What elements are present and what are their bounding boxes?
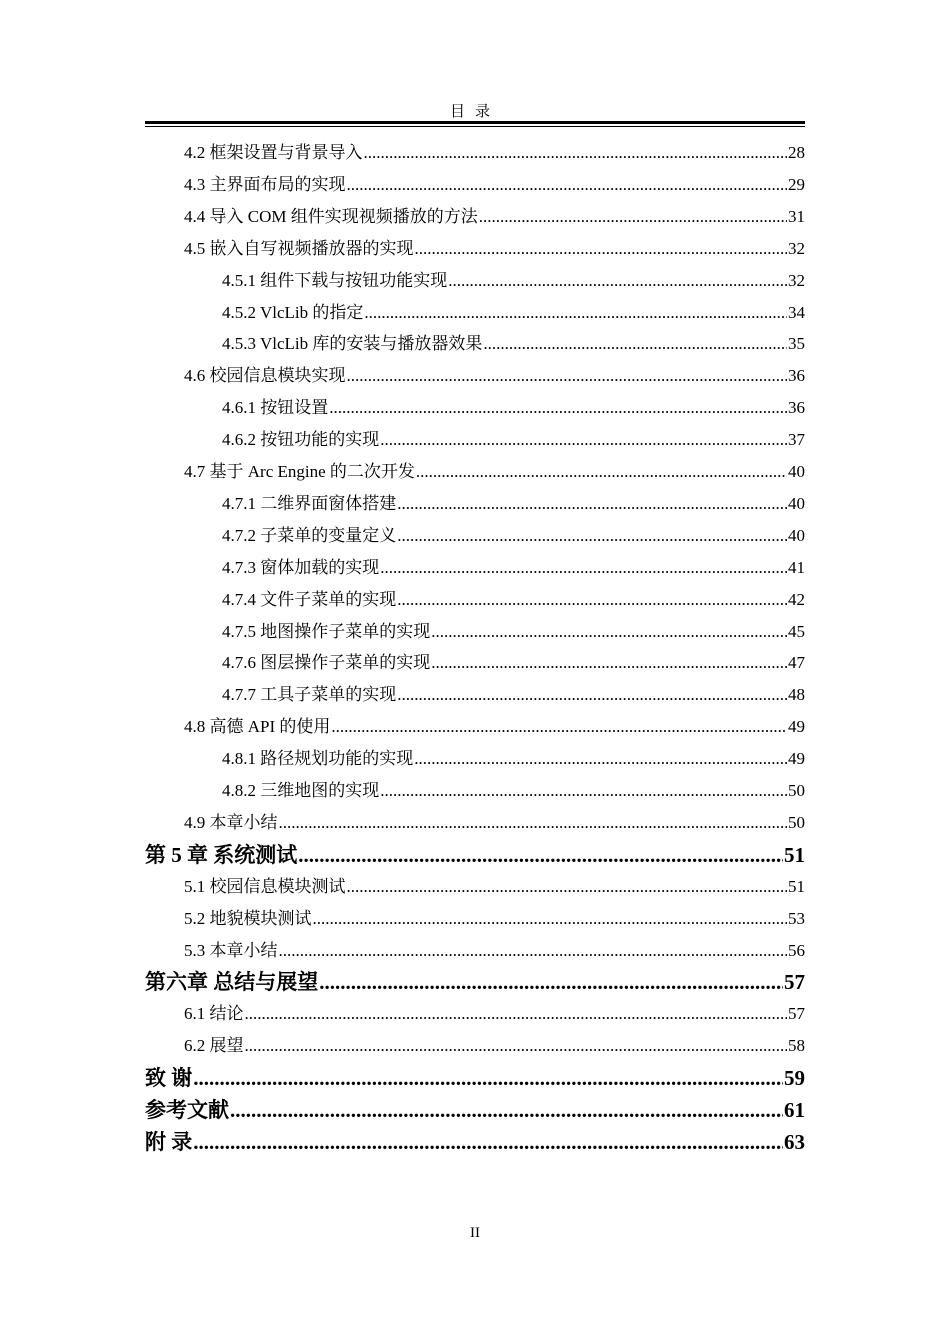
toc-entry[interactable]	[222, 679, 805, 711]
toc-entry-label: 第 5 章 系统测试	[145, 842, 298, 867]
toc-entry-label: 6.2 展望	[184, 1036, 244, 1056]
toc-entry-label: 4.8.2 三维地图的实现	[222, 781, 380, 800]
toc-entry[interactable]	[222, 616, 805, 648]
toc-entry[interactable]	[222, 552, 805, 584]
toc-entry[interactable]	[222, 584, 805, 616]
toc-entry-label: 第六章 总结与展望	[145, 970, 319, 995]
toc-entry-page: 42	[788, 589, 805, 609]
toc-entry-page: 51	[784, 842, 805, 867]
toc-entry-page: 37	[788, 430, 805, 450]
toc-leader-dots	[245, 1030, 788, 1062]
toc-leader-dots	[364, 297, 787, 329]
toc-leader-dots	[329, 392, 787, 424]
toc-entry-page: 57	[784, 970, 805, 995]
toc-entry-label: 4.8 高德 API 的使用	[184, 717, 331, 737]
toc-entry-page: 45	[788, 621, 805, 641]
toc-entry-label: 4.2 框架设置与背景导入	[184, 143, 363, 162]
toc-entry-label: 4.7.5 地图操作子菜单的实现	[222, 621, 431, 641]
toc-entry-label: 4.7 基于 Arc Engine 的二次开发	[184, 462, 415, 481]
toc-entry-label: 4.5.1 组件下载与按钮功能实现	[222, 270, 448, 290]
toc-entry-label: 5.2 地貌模块测试	[184, 908, 312, 928]
toc-leader-dots	[397, 488, 787, 520]
toc-leader-dots	[416, 456, 787, 488]
header-rule-thin	[145, 126, 805, 127]
toc-leader-dots	[483, 328, 787, 360]
toc-leader-dots	[415, 233, 788, 265]
toc-entry-label: 4.3 主界面布局的实现	[184, 174, 346, 194]
toc-entry[interactable]	[222, 520, 805, 552]
toc-entry-label: 6.1 结论	[184, 1004, 244, 1024]
toc-entry-label: 4.5.2 VlcLib 的指定	[222, 302, 364, 322]
toc-leader-dots	[397, 584, 787, 616]
toc-entry-page: 53	[788, 908, 805, 928]
toc-entry-label: 4.4 导入 COM 组件实现视频播放的方法	[184, 206, 478, 226]
toc-entry-page: 47	[788, 653, 805, 673]
toc-leader-dots	[448, 265, 787, 297]
toc-entry-page: 34	[788, 302, 805, 322]
toc-leader-dots	[347, 169, 788, 201]
toc-leader-dots	[347, 871, 788, 903]
toc-entry-label: 5.1 校园信息模块测试	[184, 876, 346, 896]
toc-leader-dots	[380, 552, 787, 584]
toc-entry-page: 41	[788, 557, 805, 577]
toc-entry-label: 4.7.6 图层操作子菜单的实现	[222, 653, 431, 673]
toc-entry[interactable]	[222, 647, 805, 679]
toc-chapter-entry[interactable]	[145, 1126, 805, 1158]
toc-entry-page: 36	[788, 398, 805, 418]
toc-entry-page: 29	[788, 174, 805, 194]
toc-entry-label: 5.3 本章小结	[184, 940, 278, 960]
toc-entry-page: 48	[788, 685, 805, 705]
toc-chapter-entry[interactable]	[145, 1062, 805, 1094]
toc-entry-page: 49	[788, 717, 805, 737]
toc-entry-label: 4.7.1 二维界面窗体搭建	[222, 493, 397, 513]
toc-entry[interactable]	[222, 297, 805, 329]
toc-entry[interactable]	[184, 360, 805, 392]
toc-entry[interactable]	[184, 233, 805, 265]
toc-entry[interactable]	[222, 392, 805, 424]
toc-chapter-entry[interactable]	[145, 839, 805, 871]
toc-entry[interactable]	[184, 711, 805, 743]
toc-entry[interactable]	[184, 998, 805, 1030]
toc-leader-dots	[193, 1062, 783, 1094]
toc-entry[interactable]	[184, 807, 805, 839]
toc-leader-dots	[313, 903, 788, 935]
toc-entry[interactable]	[222, 488, 805, 520]
toc-entry-page: 32	[788, 238, 805, 258]
toc-leader-dots	[245, 998, 788, 1030]
toc-entry-page: 40	[788, 525, 805, 545]
toc-entry-label: 4.7.2 子菜单的变量定义	[222, 525, 397, 545]
toc-entry[interactable]	[222, 328, 805, 360]
toc-entry[interactable]	[184, 456, 805, 488]
page-number: II	[470, 1225, 480, 1241]
toc-entry-label: 4.9 本章小结	[184, 812, 278, 832]
toc-entry[interactable]	[184, 871, 805, 903]
toc-chapter-entry[interactable]	[145, 1094, 805, 1126]
toc-entry-label: 4.7.7 工具子菜单的实现	[222, 685, 397, 705]
toc-entry[interactable]	[184, 935, 805, 967]
toc-leader-dots	[397, 520, 787, 552]
toc-entry-page: 40	[788, 462, 805, 481]
toc-entry-page: 32	[788, 270, 805, 290]
toc-entry-label: 4.6 校园信息模块实现	[184, 366, 346, 386]
toc-leader-dots	[279, 935, 788, 967]
toc-entry-page: 49	[788, 749, 805, 769]
toc-leader-dots	[193, 1126, 783, 1158]
toc-entry-label: 致 谢	[145, 1066, 193, 1091]
toc-entry-label: 4.7.4 文件子菜单的实现	[222, 589, 397, 609]
toc-leader-dots	[431, 647, 787, 679]
toc-entry-page: 36	[788, 366, 805, 386]
toc-entry-label: 4.6.2 按钮功能的实现	[222, 430, 380, 450]
page-header-title: 目录	[449, 104, 500, 120]
toc-entry[interactable]	[222, 265, 805, 297]
toc-entry-page: 28	[788, 143, 805, 162]
toc-entry-page: 40	[788, 493, 805, 513]
toc-leader-dots	[380, 424, 787, 456]
toc-leader-dots	[319, 966, 783, 998]
toc-entry[interactable]	[184, 1030, 805, 1062]
toc-entry-label: 4.7.3 窗体加载的实现	[222, 557, 380, 577]
toc-leader-dots	[397, 679, 787, 711]
toc-entry[interactable]	[184, 903, 805, 935]
toc-leader-dots	[380, 775, 787, 807]
toc-entry-page: 56	[788, 940, 805, 960]
toc-entry[interactable]	[222, 775, 805, 807]
toc-leader-dots	[364, 137, 788, 169]
toc-entry-page: 63	[784, 1129, 805, 1154]
toc-leader-dots	[279, 807, 788, 839]
toc-leader-dots	[230, 1094, 783, 1126]
toc-entry-label: 4.8.1 路径规划功能的实现	[222, 749, 414, 769]
toc-entry[interactable]	[184, 201, 805, 233]
toc-entry-page: 31	[788, 206, 805, 226]
toc-entry[interactable]	[222, 743, 805, 775]
toc-leader-dots	[479, 201, 787, 233]
toc-leader-dots	[347, 360, 788, 392]
toc-leader-dots	[331, 711, 787, 743]
toc-entry-page: 50	[788, 812, 805, 832]
toc-leader-dots	[298, 839, 783, 871]
toc-entry-page: 57	[788, 1004, 805, 1024]
toc-entry-label: 4.5 嵌入自写视频播放器的实现	[184, 238, 414, 258]
toc-entry-page: 58	[788, 1036, 805, 1056]
toc-entry[interactable]	[222, 424, 805, 456]
toc-entry[interactable]	[184, 169, 805, 201]
toc-entry-page: 59	[784, 1066, 805, 1091]
toc-entry-label: 参考文献	[145, 1098, 229, 1122]
toc-leader-dots	[431, 616, 787, 648]
toc-entry-label: 附 录	[145, 1129, 193, 1154]
toc-entry-page: 51	[788, 876, 805, 896]
toc-entry-page: 50	[788, 781, 805, 800]
toc-entry-label: 4.6.1 按钮设置	[222, 398, 329, 418]
toc-leader-dots	[414, 743, 787, 775]
toc-entry-label: 4.5.3 VlcLib 库的安装与播放器效果	[222, 334, 483, 354]
toc-chapter-entry[interactable]	[145, 966, 805, 998]
toc-entry-page: 61	[784, 1098, 805, 1122]
toc-entry[interactable]	[184, 137, 805, 169]
toc-entry-page: 35	[788, 334, 805, 354]
header-rule-thick	[145, 121, 805, 124]
